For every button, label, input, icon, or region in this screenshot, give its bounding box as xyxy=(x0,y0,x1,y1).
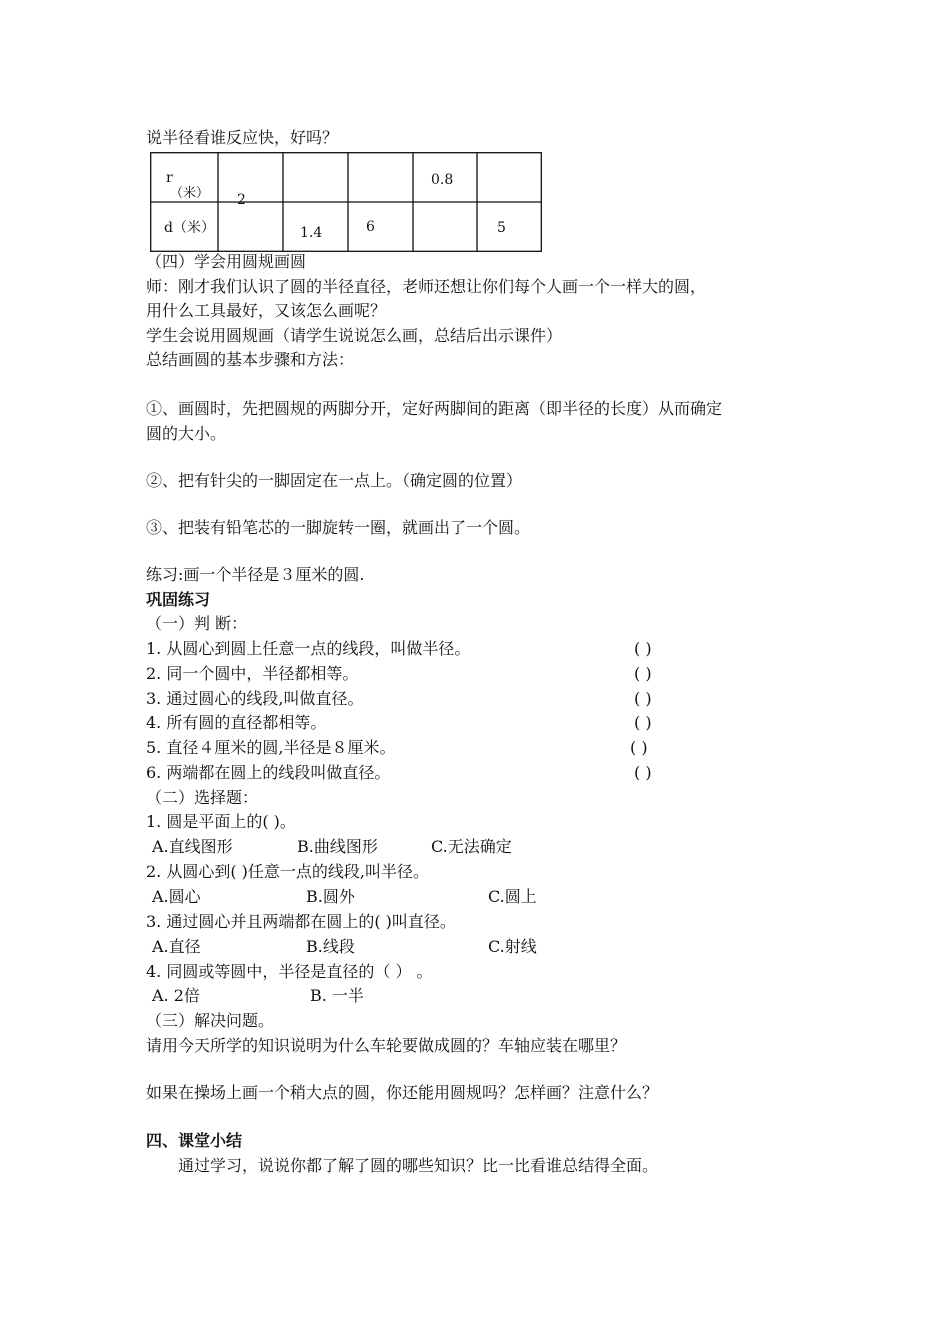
solve-heading: （三）解决问题。 xyxy=(146,1011,275,1030)
teacher-line-1: 师：刚才我们认识了圆的半径直径，老师还想让你们每个人画一个一样大的圆， xyxy=(146,277,707,296)
step-2: ②、把有针尖的一脚固定在一点上。（确定圆的位置） xyxy=(146,471,523,490)
summary-text: 通过学习，说说你都了解了圆的哪些知识？比一比看谁总结得全面。 xyxy=(178,1156,659,1175)
judge-answer-6: ( ) xyxy=(634,763,652,782)
judge-answer-3: ( ) xyxy=(634,689,652,708)
summary-title: 四、课堂小结 xyxy=(146,1131,243,1150)
table-cell-d2: 1.4 xyxy=(300,225,323,241)
table-cell-d3: 6 xyxy=(366,219,375,235)
choice-q2-c: C.圆上 xyxy=(488,887,537,906)
summary-line: 总结画圆的基本步骤和方法： xyxy=(146,350,355,369)
choice-q1-b: B.曲线图形 xyxy=(297,837,378,856)
table-cell-r4: 0.8 xyxy=(431,172,454,188)
choice-q1-c: C.无法确定 xyxy=(431,837,512,856)
judge-item-3: 3. 通过圆心的线段,叫做直径。 xyxy=(146,689,364,708)
table-cell-d5: 5 xyxy=(497,220,506,236)
choice-q4-a: A. 2倍 xyxy=(152,986,200,1005)
student-line: 学生会说用圆规画（请学生说说怎么画，总结后出示课件） xyxy=(146,326,563,345)
consolidate-title: 巩固练习 xyxy=(146,590,211,609)
choice-q2-a: A.圆心 xyxy=(152,887,201,906)
choice-q1: 1. 圆是平面上的( )。 xyxy=(146,812,296,831)
judge-answer-4: ( ) xyxy=(634,713,652,732)
choice-q1-a: A.直线图形 xyxy=(152,837,233,856)
choice-q3-a: A.直径 xyxy=(152,937,201,956)
intro-line: 说半径看谁反应快，好吗？ xyxy=(146,128,339,147)
choice-q2: 2. 从圆心到( )任意一点的线段,叫半径。 xyxy=(146,862,430,881)
section4-heading: （四）学会用圆规画圆 xyxy=(146,252,307,271)
choice-q3: 3. 通过圆心并且两端都在圆上的( )叫直径。 xyxy=(146,912,456,931)
judge-item-2: 2. 同一个圆中，半径都相等。 xyxy=(146,664,359,683)
judge-answer-5: ( ) xyxy=(630,738,648,757)
step-1-line-1: ①、画圆时，先把圆规的两脚分开，定好两脚间的距离（即半径的长度）从而确定 xyxy=(146,399,723,418)
judge-item-6: 6. 两端都在圆上的线段叫做直径。 xyxy=(146,763,391,782)
table-cell-r1: 2 xyxy=(237,192,246,208)
choice-q2-b: B.圆外 xyxy=(306,887,355,906)
choice-q3-b: B.线段 xyxy=(306,937,355,956)
teacher-line-2: 用什么工具最好，又该怎么画呢？ xyxy=(146,301,387,320)
judge-answer-2: ( ) xyxy=(634,664,652,683)
choice-heading: （二）选择题： xyxy=(146,788,259,807)
step-3: ③、把装有铅笔芯的一脚旋转一圈，就画出了一个圆。 xyxy=(146,518,531,537)
step-1-line-2: 圆的大小。 xyxy=(146,424,227,443)
judge-item-4: 4. 所有圆的直径都相等。 xyxy=(146,713,327,732)
choice-q3-c: C.射线 xyxy=(488,937,537,956)
judge-answer-1: ( ) xyxy=(634,639,652,658)
radius-diameter-table xyxy=(150,152,542,252)
solve-question-1: 请用今天所学的知识说明为什么车轮要做成圆的？车轴应装在哪里？ xyxy=(146,1036,627,1055)
choice-q4-b: B. 一半 xyxy=(310,986,364,1005)
table-r-unit: （米） xyxy=(170,186,210,201)
judge-heading: （一）判 断： xyxy=(146,614,248,633)
choice-q4: 4. 同圆或等圆中，半径是直径的（ ） 。 xyxy=(146,962,433,981)
table-d-label: d（米） xyxy=(164,220,215,236)
practice-line: 练习:画一个半径是３厘米的圆. xyxy=(146,565,365,584)
solve-question-2: 如果在操场上画一个稍大点的圆，你还能用圆规吗？怎样画？注意什么？ xyxy=(146,1083,659,1102)
judge-item-5: 5. 直径４厘米的圆,半径是８厘米。 xyxy=(146,738,396,757)
table-r-label: r xyxy=(166,170,173,186)
judge-item-1: 1. 从圆心到圆上任意一点的线段，叫做半径。 xyxy=(146,639,471,658)
